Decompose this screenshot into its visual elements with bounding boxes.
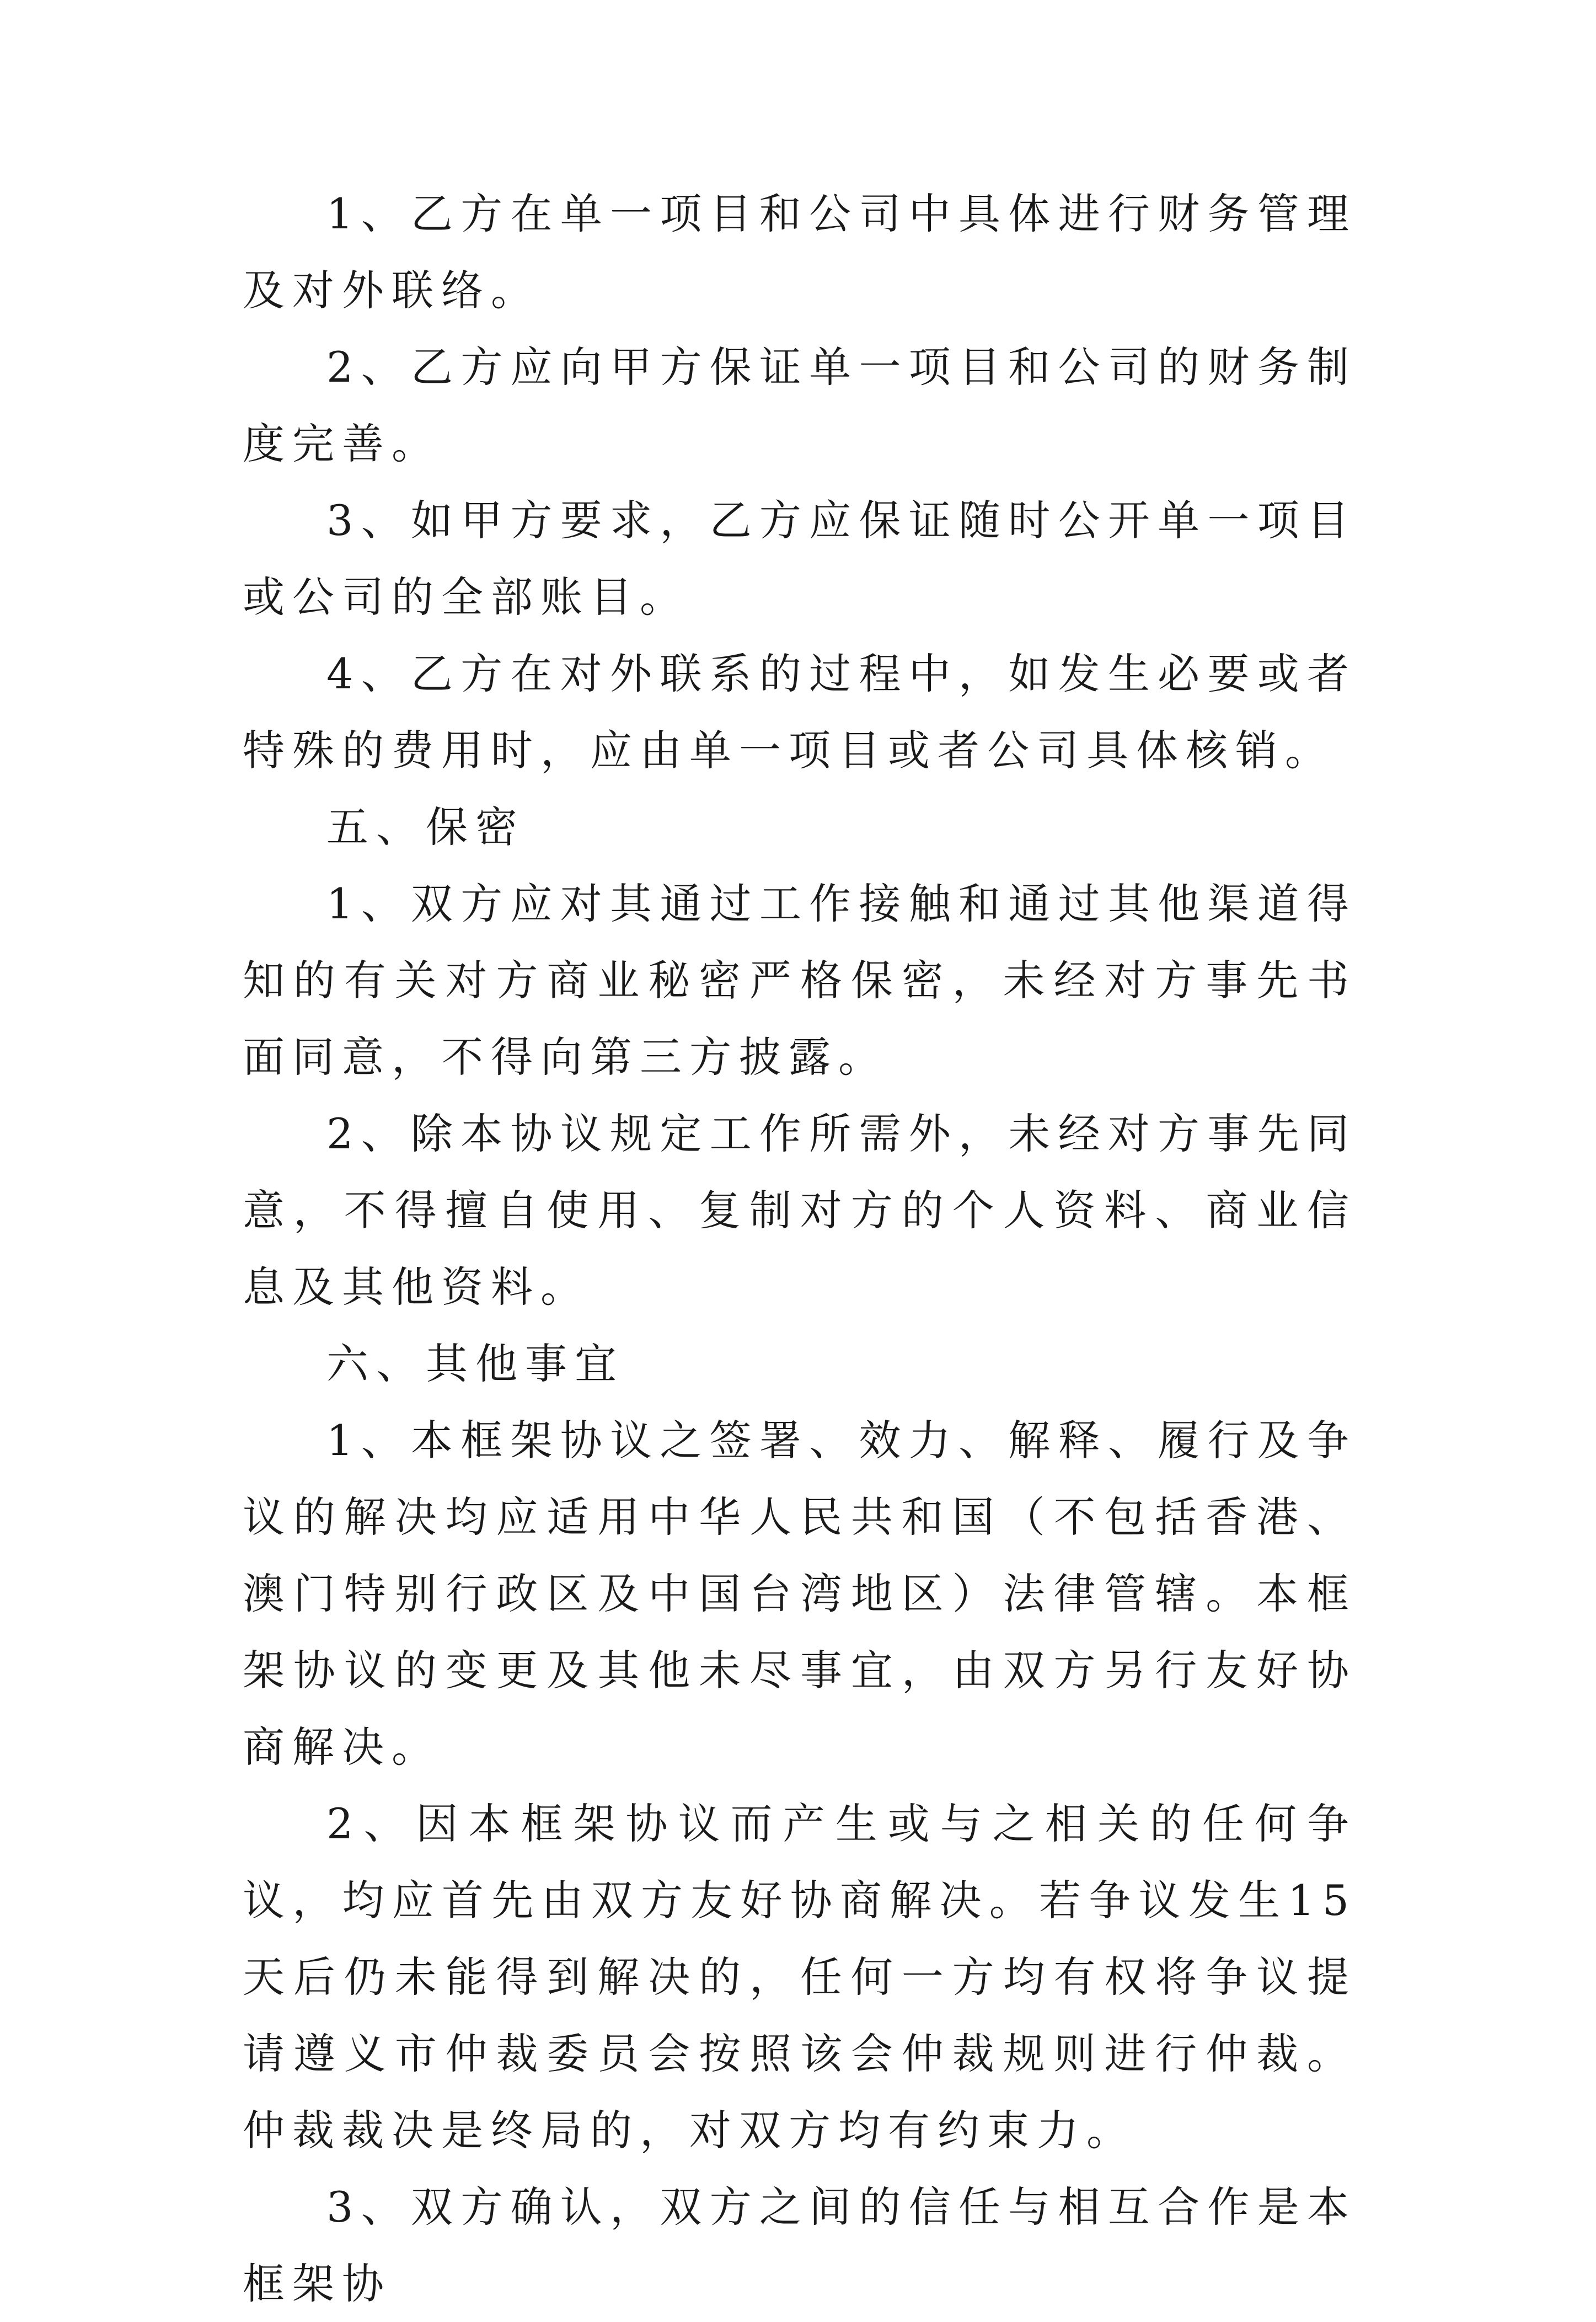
clause-5-1-paragraph: 1、双方应对其通过工作接触和通过其他渠道得知的有关对方商业秘密严格保密，未经对方事先书面同意，不得向第三方披露。 [243, 879, 1357, 1082]
clause-4-4-paragraph: 4、乙方在对外联系的过程中，如发生必要或者特殊的费用时，应由单一项目或者公司具体核销。 [243, 649, 1357, 775]
document-body [243, 175, 1357, 2322]
clause-4-1-paragraph: 1、乙方在单一项目和公司中具体进行财务管理及对外联络。 [243, 189, 1357, 315]
section-5-heading: 五、保密 [326, 802, 525, 852]
section-6-heading: 六、其他事宜 [326, 1339, 624, 1388]
clause-5-2-paragraph: 2、除本协议规定工作所需外，未经对方事先同意，不得擅自使用、复制对方的个人资料、商业信息及其他资料。 [243, 1109, 1357, 1312]
clause-6-2-paragraph: 2、因本框架协议而产生或与之相关的任何争议，均应首先由双方友好协商解决。若争议发生15天后仍未能得到解决的，任何一方均有权将争议提请遵义市仲裁委员会按照该会仲裁规则进行仲裁。仲裁裁决是终局的，对双方均有约束力。 [243, 1799, 1357, 2155]
clause-6-3-paragraph: 3、双方确认，双方之间的信任与相互合作是本框架协 [243, 2182, 1357, 2308]
clause-6-1-paragraph: 1、本框架协议之签署、效力、解释、履行及争议的解决均应适用中华人民共和国（不包括香港、澳门特别行政区及中国台湾地区）法律管辖。本框架协议的变更及其他未尽事宜，由双方另行友好协商解决。 [243, 1416, 1357, 1772]
clause-4-3-paragraph: 3、如甲方要求，乙方应保证随时公开单一项目或公司的全部账目。 [243, 496, 1357, 622]
clause-4-2-paragraph: 2、乙方应向甲方保证单一项目和公司的财务制度完善。 [243, 343, 1357, 468]
